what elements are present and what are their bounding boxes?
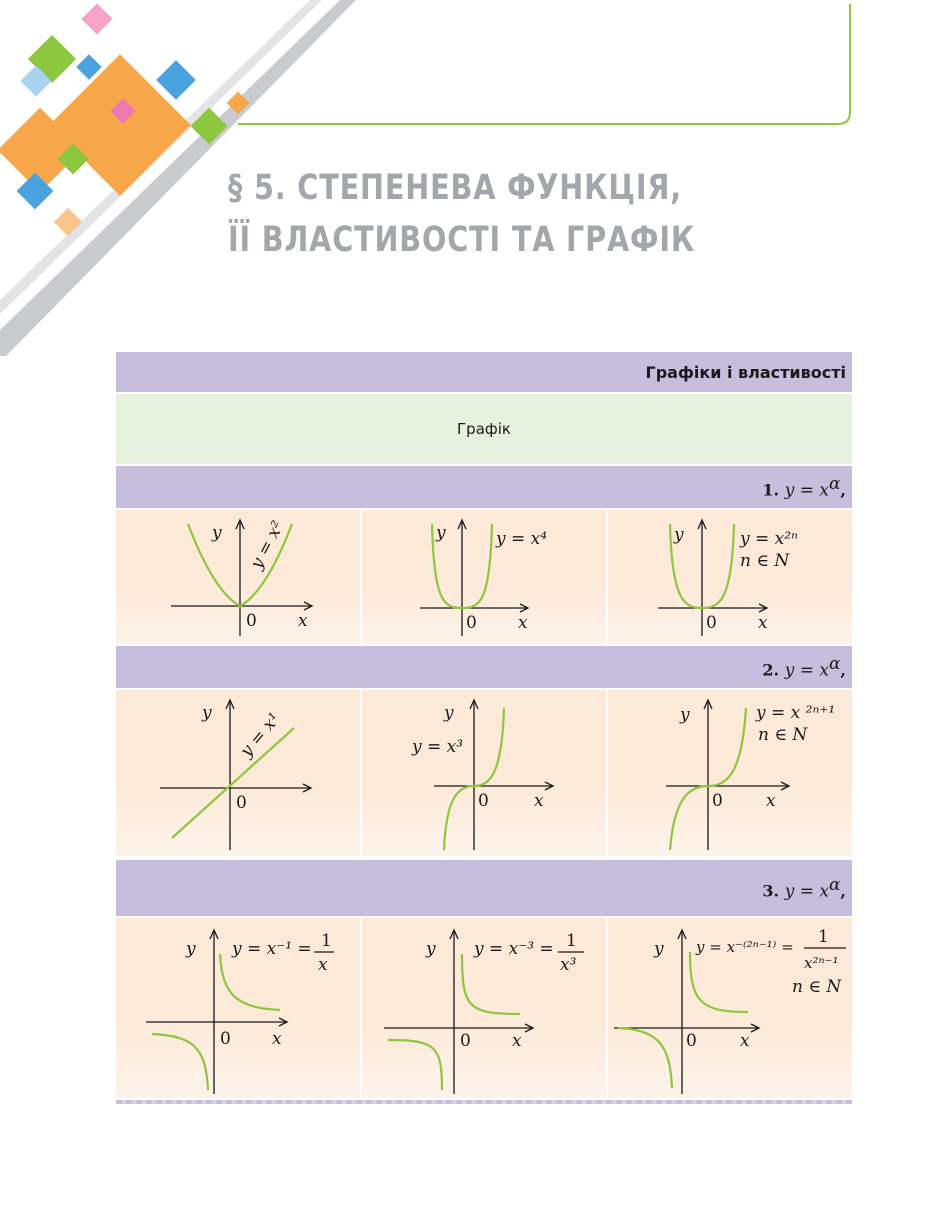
table-bottom-border xyxy=(116,1100,852,1104)
function-label: y = x⁻⁽²ⁿ⁻¹⁾ = xyxy=(696,938,794,956)
case-3-graphs xyxy=(116,918,852,1098)
y-axis-label: y xyxy=(444,703,454,723)
fraction-denominator: x xyxy=(318,955,328,975)
x-axis-label: x xyxy=(272,1029,282,1049)
graph-x3 xyxy=(362,690,606,856)
y-axis-label: y xyxy=(426,939,436,959)
origin-label: 0 xyxy=(706,613,717,633)
origin-label: 0 xyxy=(712,791,723,811)
function-label: y = x¹ xyxy=(236,709,285,762)
x-axis-label: x xyxy=(512,1031,522,1051)
function-label: y = x² xyxy=(246,517,289,573)
y-axis-label: y xyxy=(436,523,446,543)
function-label: y = x ²ⁿ⁺¹ xyxy=(756,703,836,723)
case-3-band xyxy=(116,860,852,916)
x-axis-label: x xyxy=(740,1031,750,1051)
function-label: y = x²ⁿ xyxy=(740,529,798,549)
function-label: y = x⁴ xyxy=(496,529,548,549)
y-axis-label: y xyxy=(202,703,212,723)
x-axis-label: x xyxy=(534,791,544,811)
function-label: y = x⁻³ = xyxy=(474,939,554,959)
graph-x4 xyxy=(362,510,606,644)
origin-label: 0 xyxy=(460,1031,471,1051)
fraction-numerator: 1 xyxy=(818,927,829,947)
graph-x1 xyxy=(116,690,360,856)
y-axis-label: y xyxy=(654,939,664,959)
origin-label: 0 xyxy=(246,611,257,631)
origin-label: 0 xyxy=(466,613,477,633)
function-label: y = x³ xyxy=(412,737,464,757)
condition-label: n ∈ N xyxy=(758,725,808,745)
y-axis-label: y xyxy=(674,525,684,545)
x-axis-label: x xyxy=(298,611,308,631)
graph-column-label: Графік xyxy=(457,420,511,438)
y-axis-label: y xyxy=(680,705,690,725)
origin-label: 0 xyxy=(478,791,489,811)
origin-label: 0 xyxy=(686,1031,697,1051)
origin-label: 0 xyxy=(220,1029,231,1049)
function-label: y = x⁻¹ = xyxy=(232,939,312,959)
y-axis-label: y xyxy=(186,939,196,959)
x-axis-label: x xyxy=(518,613,528,633)
graph-x-minus2n1 xyxy=(608,918,852,1098)
case-1-graphs xyxy=(116,510,852,644)
graph-x-minus3 xyxy=(362,918,606,1098)
origin-label: 0 xyxy=(236,793,247,813)
section-title-line1: § 5. СТЕПЕНЕВА ФУНКЦІЯ, xyxy=(228,168,683,208)
case-2-graphs xyxy=(116,690,852,856)
graph-x-minus1 xyxy=(116,918,360,1098)
table-header xyxy=(116,352,852,392)
graph-x2n xyxy=(608,510,852,644)
case-3-formula: 3. $y = x^\alpha$, xyxy=(762,874,846,902)
condition-label: n ∈ N xyxy=(740,551,790,571)
graph-x2 xyxy=(116,510,360,644)
fraction-numerator: 1 xyxy=(321,931,332,951)
fraction-denominator: x²ⁿ⁻¹ xyxy=(804,954,839,972)
x-axis-label: x xyxy=(766,791,776,811)
fraction-denominator: x³ xyxy=(560,955,577,975)
graph-x2n1 xyxy=(608,690,852,856)
table-header-label: Графіки і властивості xyxy=(645,362,846,382)
x-axis-label: x xyxy=(758,613,768,633)
table-subheader xyxy=(116,394,852,464)
condition-label: n ∈ N xyxy=(792,977,842,997)
y-axis-label: y xyxy=(212,523,222,543)
case-2-formula: 2. $y = x^\alpha$, xyxy=(762,653,846,681)
case-1-formula: 1. $y = x^\alpha$, xyxy=(762,473,846,501)
fraction-numerator: 1 xyxy=(566,931,577,951)
section-title-line2: ЇЇ ВЛАСТИВОСТІ ТА ГРАФІК xyxy=(228,220,696,260)
case-2-band xyxy=(116,646,852,688)
case-1-band xyxy=(116,466,852,508)
